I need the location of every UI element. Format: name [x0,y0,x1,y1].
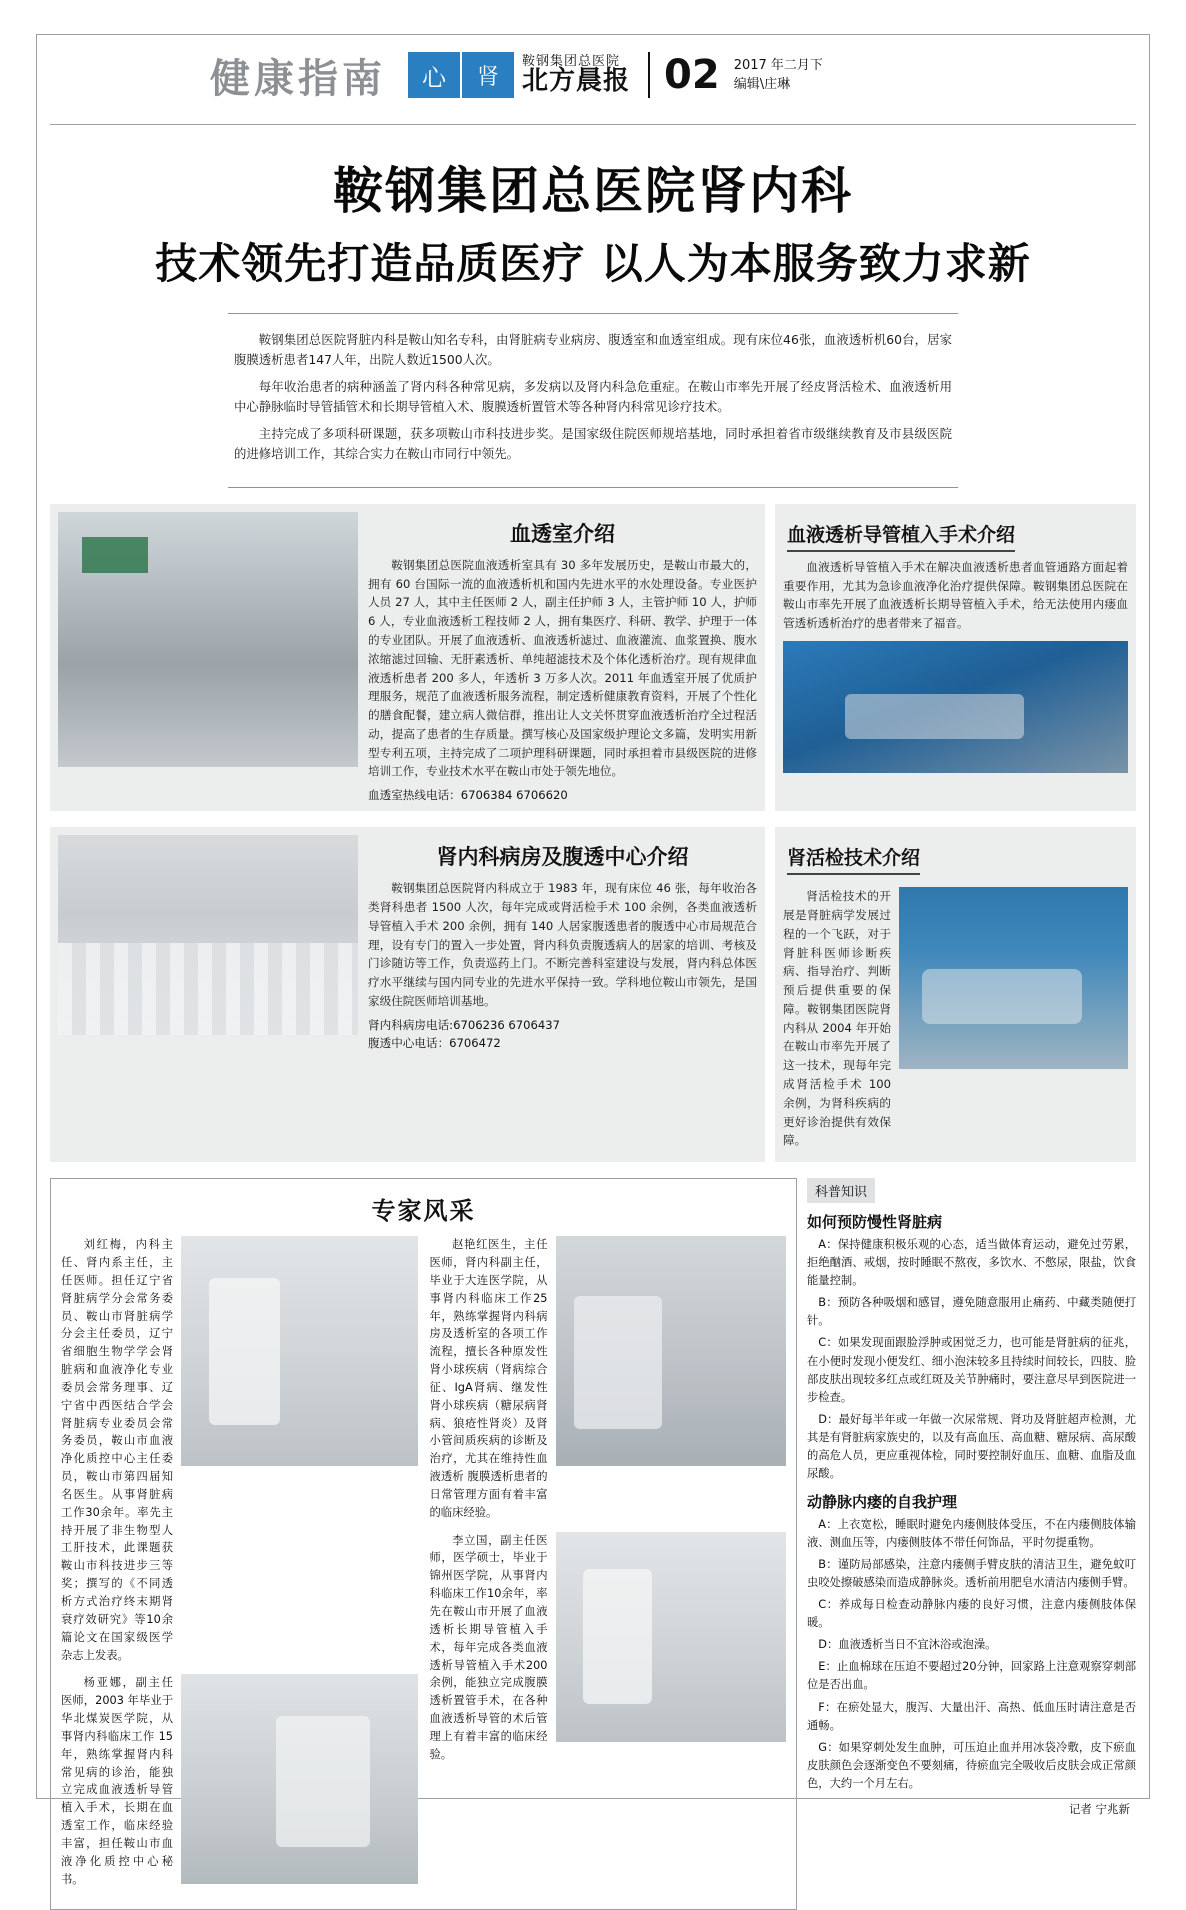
expert-photo-2 [556,1236,787,1466]
experts-title: 专家风采 [371,1197,476,1226]
biopsy-text: 肾活检技术的开展是肾脏病学发展过程的一个飞跃，对于肾脏科医师诊断疾病、指导治疗、判断预后提供重要的保障。鞍钢集团医院肾内科从 2004 年开始在鞍山市率先开展了这一技术，现每年完成肾活检手术 100 余例，为肾科疾病的更好诊治提供有效保障。 [783,889,891,1148]
dialysis-room-photo [58,512,358,767]
catheter-surgery-photo [783,641,1128,773]
ward-text: 鞍钢集团总医院肾内科成立于 1983 年，现有床位 46 张，每年收治各类肾科患者 1500 人次，每年完成或肾活检手术 100 余例，各类血液透析导管植入手术 200 余例，拥有 140 人居家腹透患者的腹透中心市局规范合理，设有专门的置入一步处置，肾内科负责腹透病人的居家的培训、考核及门诊随访等工作，负责巡药上门。不断完善科室建设与发展，肾内科总体医疗水平继续与国内同专业的先进水平保持一致。学科地位鞍山市领先，是国家级住院医师培训基地。 [368,881,757,1008]
headline-sub: 技术领先打造品质医疗 以人为本服务致力求新 [155,239,1031,288]
tip-item: B：预防各种吸烟和感冒，遵免随意服用止痛药、中藏类随便打针。 [807,1296,1136,1328]
heart-logo-icon: 心 [408,52,460,98]
sidebar-section2-title: 动静脉内瘘的自我护理 [807,1492,958,1511]
tip-item: F：在瘀处显大，腹泻、大量出汗、高热、低血压时请注意是否通畅。 [807,1700,1136,1732]
tip-item: C：养成每日检查动静脉内瘘的良好习惯，注意内瘘侧肢体保暖。 [807,1598,1136,1630]
expert-bio-4: 李立国，副主任医师，医学硕士，毕业于锦州医学院，从事肾内科临床工作10余年，率先在鞍山市开展了血液透析长期导管植入手术，每年完成各类血液透析导管植入手术200余例，能独立完成腹膜透析置管手术，在各种血液透析导管的术后管理上有着丰富的临床经验。 [429,1533,548,1761]
expert-bio-2: 赵艳红医生，主任医师，肾内科副主任，毕业于大连医学院，从事肾内科临床工作25年，熟练掌握肾内科病房及透析室的各项工作流程，擅长各种原发性肾小球疾病（肾病综合征、IgA肾病、继发性肾小球疾病（糖尿病肾病、狼疮性肾炎）及肾小管间质疾病的诊断及治疗，尤其在维持性血液透析 腹膜透析患者的日常管理方面有着丰富的临床经验。 [429,1238,548,1519]
tip-item: B：谨防局部感染，注意内瘘侧手臂皮肤的清洁卫生，避免蚊叮虫咬处擦破感染而造成静脉炎。透析前用肥皂水清洁内瘘侧手臂。 [807,1558,1136,1590]
blood-dialysis-hotline: 血透室热线电话：6706384 6706620 [368,788,568,803]
expert-photo-1 [181,1236,418,1466]
tip-item: D：血液透析当日不宜沐浴或泡澡。 [818,1638,997,1652]
paper-hospital-name: 鞍钢集团总医院 [522,53,621,69]
issue-date-line1: 2017 年二月下 [733,57,823,73]
kidney-logo-icon: 肾 [460,52,514,98]
expert-photo-4 [556,1532,787,1742]
blood-dialysis-text: 鞍钢集团总医院血液透析室具有 30 多年发展历史，是鞍山市最大的，拥有 60 台国际一流的血液透析机和国内先进水平的水处理设备。专业医护人员 27 人，其中主任医师 2 人，副主任护师 3 人，主管护师 10 人，护师 6 人，专业血液透析工程技师 2 人，拥有集医疗、科研、教学、护理于一体的专业团队。开展了血液透析、血液透析滤过、血液灌流、血浆置换、腹水浓缩滤过回输、无肝素透析、单纯超滤技术及个体化透析治疗。现有规律血液透析患者 200 多人，年透析 3 万多人次。2011 年血透室开展了优质护理服务，规范了血液透析服务流程，制定透析健康教育资料，开展了个性化的膳食配餐，建立病人微信群，推出让人文关怀贯穿血液透析治疗全过程活动，提高了患者的生存质量。撰写核心及国家级护理论文多篇，发明实用新型专利五项，主持完成了二项护理科研课题，同时承担着市县级医院的进修培训工作，专业技术水平在鞍山市处于领先地位。 [368,557,757,779]
ward-title: 肾内科病房及腹透中心介绍 [436,845,689,870]
masthead [50,36,1136,114]
staff-group-photo [58,835,358,1035]
paper-name: 北方晨报 [522,66,631,97]
biopsy-photo [899,887,1128,1069]
lead-p2: 每年收治患者的病种涵盖了肾内科各种常见病，多发病以及肾内科急危重症。在鞍山市率先开展了经皮肾活检术、血液透析用中心静脉临时导管插管术和长期导管植入术、腹膜透析置管术等各种肾内科常见诊疗技术。 [234,378,952,415]
lead-p3: 主持完成了多项科研课题，获多项鞍山市科技进步奖。是国家级住院医师规培基地，同时承担着省市级继续教育及市县级医院的进修培训工作，其综合实力在鞍山市同行中领先。 [234,425,952,462]
catheter-title: 血液透析导管植入手术介绍 [787,520,1015,552]
page-number: 02 [664,52,720,98]
pd-center-phone: 腹透中心电话：6706472 [368,1035,501,1050]
tip-item: D：最好每半年或一年做一次尿常规、肾功及肾脏超声检测，尤其是有肾脏病家族史的，以及有高血压、高血糖、糖尿病、高尿酸的高危人员，更应重视体检，同时要控制好血压、血糖、血脂及血尿酸。 [807,1412,1136,1480]
tip-item: E：止血棉球在压迫不要超过20分钟，回家路上注意观察穿刺部位是否出血。 [807,1660,1136,1692]
blood-dialysis-title: 血透室介绍 [510,521,615,546]
expert-photo-3 [181,1674,418,1884]
headline-main: 鞍钢集团总医院肾内科 [333,162,853,220]
expert-bio-3: 杨亚娜，副主任医师，2003 年毕业于华北煤炭医学院，从事肾内科临床工作 15 年，熟练掌握肾内科常见病的诊治，能独立完成血液透析导管植入手术，长期在血透室工作，临床经验丰富，担任鞍山市血液净化质控中心秘书。 [61,1676,173,1886]
issue-date [734,56,823,95]
sidebar-tag: 科普知识 [807,1178,875,1203]
byline: 记者 宁兆新 [1068,1801,1130,1816]
paper-logo [408,52,630,98]
tip-item: G：如果穿刺处发生血肿，可压迫止血并用冰袋冷敷，皮下瘀血皮肤颜色会逐渐变色不要刻痛，待瘀血完全吸收后皮肤会成正常颜色，大约一个月左右。 [807,1740,1136,1790]
tip-item: A：保持健康积极乐观的心态，适当做体育运动，避免过劳累，拒绝酗酒、戒烟，按时睡眠不熬夜，多饮水、不憋尿，限盐，饮食能量控制。 [807,1238,1136,1288]
lead-p1: 鞍钢集团总医院肾脏内科是鞍山知名专科，由肾脏病专业病房、腹透室和血透室组成。现有床位46张，血液透析机60台，居家腹膜透析患者147人年，出院人数近1500人次。 [234,332,952,368]
section-title: 健康指南 [210,55,386,102]
expert-bio-1: 刘红梅，内科主任、肾内系主任，主任医师。担任辽宁省肾脏病学分会常务委员、鞍山市肾脏病学分会主任委员，辽宁省细胞生物学学会肾脏病和血液净化专业委员会常务理事、辽宁省中西医结合学会肾脏病专业委员会常务委员，鞍山市血液净化质控中心主任委员，鞍山市第四届知名医生。从事肾脏病工作30余年。率先主持开展了非生物型人工肝技术，此课题获鞍山市科技进步三等奖；撰写的《不同透析方式治疗终末期肾衰疗效研究》等10余篇论文在国家级医学杂志上发表。 [61,1238,173,1662]
tip-item: C：如果发现面跟脸浮肿或困觉乏力，也可能是肾脏病的征兆，在小便时发现小便发红、细小泡沫较多且持续时间较长，四肢、脸部皮肤出现较多红点或红斑及关节肿痛时，要注意尽早到医院进一步检查。 [807,1336,1136,1404]
masthead-divider [648,52,650,98]
biopsy-title: 肾活检技术介绍 [787,843,920,875]
tip-item: A：上衣宽松，睡眠时避免内瘘侧肢体受压，不在内瘘侧肢体输液、测血压等，内瘘侧肢体不带任何饰品，平时勿提重物。 [807,1517,1136,1549]
sidebar-section1-title: 如何预防慢性肾脏病 [807,1213,943,1232]
ward-phone: 肾内科病房电话:6706236 6706437 [368,1017,561,1032]
editor-line: 编辑\庄琳 [733,77,791,92]
catheter-text: 血液透析导管植入手术在解决血液透析患者血管通路方面起着重要作用，尤其为急诊血液净化治疗提供保障。鞍钢集团总医院在鞍山市率先开展了血液透析长期导管植入手术，给无法使用内瘘血管透析透析治疗的患者带来了福音。 [783,559,1128,631]
